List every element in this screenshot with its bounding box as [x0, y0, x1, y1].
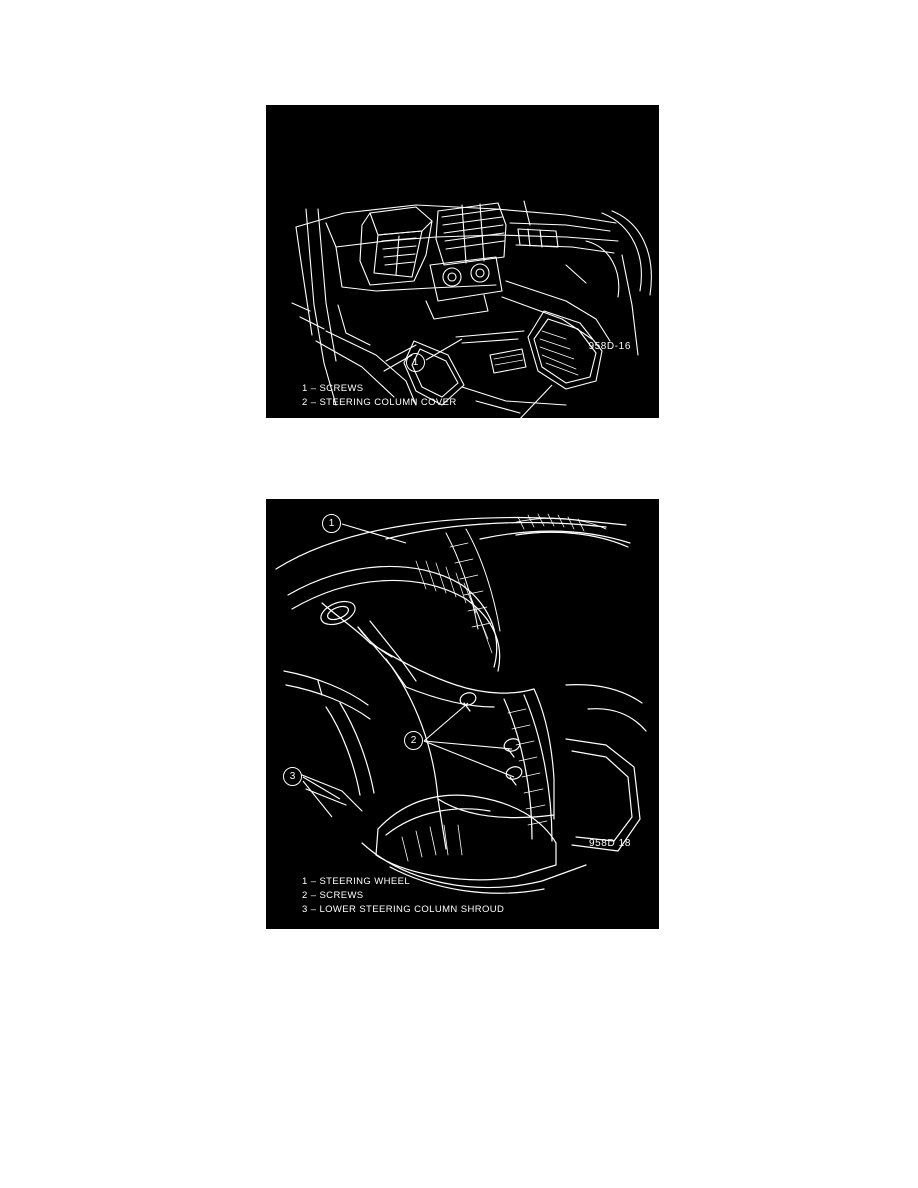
callout-1: 1 — [406, 353, 425, 372]
legend-item: 1 – SCREWS — [302, 383, 364, 394]
figure-lower-steering-column-shroud — [266, 499, 659, 929]
illustration-lower-steering-column-shroud — [266, 499, 659, 929]
legend-item: 2 – STEERING COLUMN COVER — [302, 397, 457, 408]
legend-item: 3 – LOWER STEERING COLUMN SHROUD — [302, 904, 505, 915]
figure-steering-column-cover — [266, 105, 659, 440]
figure-legend — [302, 875, 504, 917]
legend-item: 2 – SCREWS — [302, 890, 364, 901]
callout-3: 3 — [283, 767, 302, 786]
callout-1: 1 — [322, 514, 341, 533]
callout-2: 2 — [506, 425, 525, 444]
callout-2: 2 — [404, 731, 423, 750]
legend-item: 1 – STEERING WHEEL — [302, 876, 411, 887]
figure-code: 958D-16 — [588, 341, 631, 352]
figure-code: 958D 18 — [588, 838, 631, 849]
figure-legend — [302, 382, 457, 410]
illustration-steering-column-cover — [266, 105, 659, 418]
